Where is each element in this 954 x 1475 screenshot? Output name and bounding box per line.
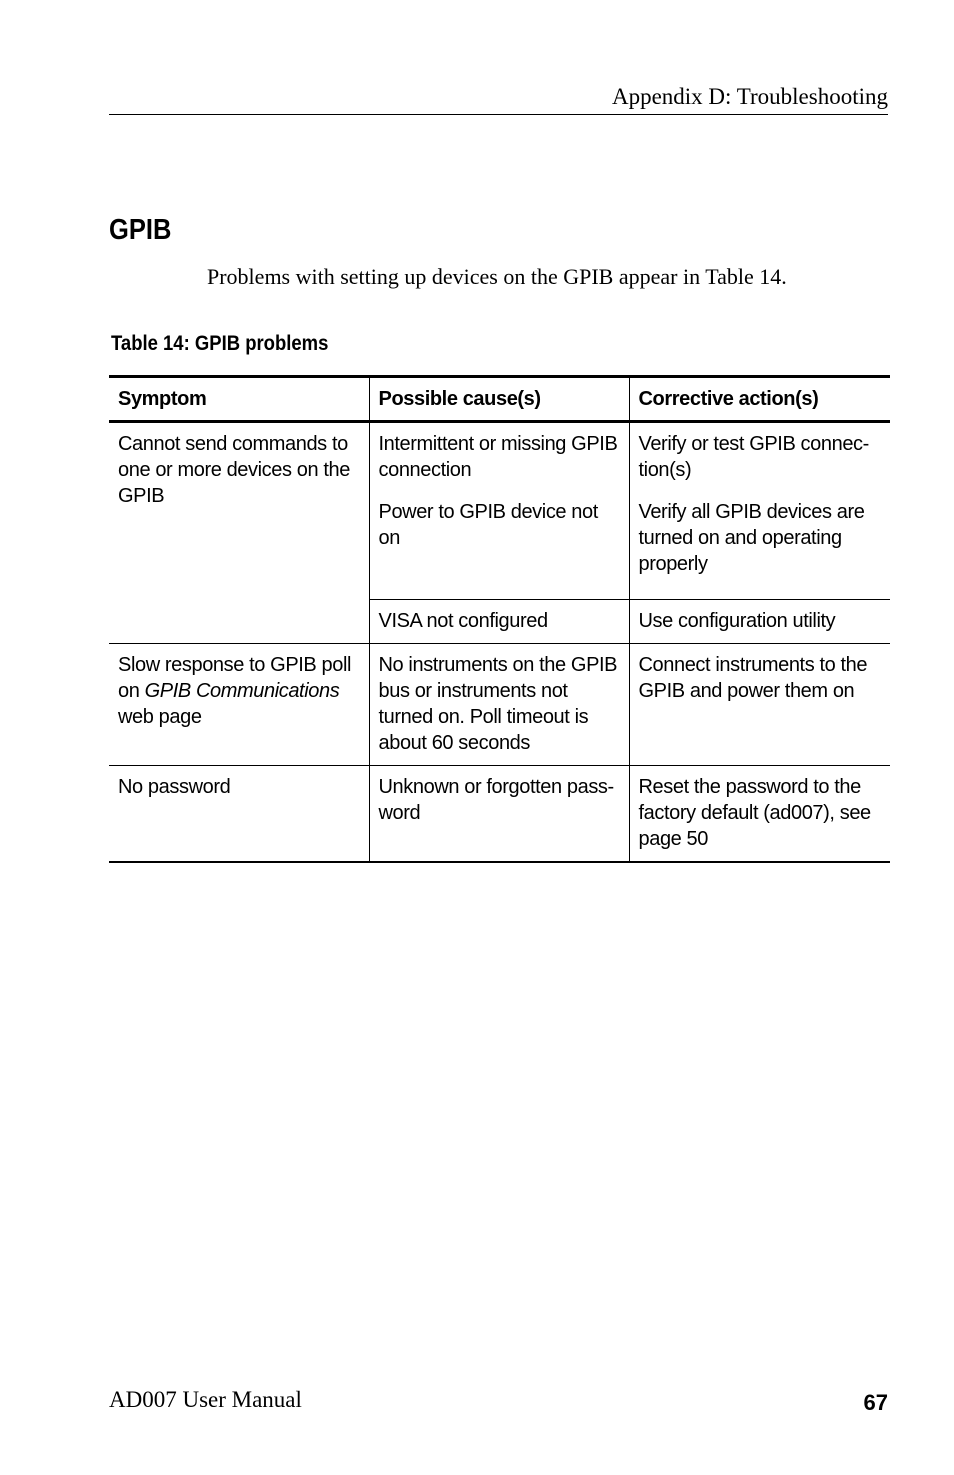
cause-cell: Unknown or forgotten pass-word — [369, 766, 629, 863]
table-row — [109, 766, 890, 863]
table-row — [109, 422, 890, 600]
symptom-cell: Cannot send commands to one or more devices on the GPIB — [109, 422, 369, 644]
column-header-action: Corrective action(s) — [629, 377, 890, 422]
action-cell: Reset the password to the factory default (ad007), see page 50 — [629, 766, 890, 863]
cause-text: Intermittent or missing GPIB connection — [378, 433, 618, 481]
section-title: GPIB — [109, 214, 172, 246]
footer-manual-title: AD007 User Manual — [109, 1387, 302, 1412]
action-text: Verify all GPIB devices are turned on and operating properly — [638, 501, 865, 575]
column-header-symptom: Symptom — [118, 388, 207, 410]
symptom-page-name: GPIB Communications — [144, 680, 340, 702]
action-cell — [629, 422, 890, 600]
table-header-row — [109, 377, 890, 422]
page-number: 67 — [863, 1390, 888, 1415]
symptom-text: web page — [118, 706, 202, 728]
action-cell: Use configuration utility — [629, 600, 890, 644]
table-caption: Table 14: GPIB problems — [111, 332, 329, 355]
table-row — [109, 644, 890, 766]
running-header: Appendix D: Troubleshooting — [109, 82, 888, 115]
symptom-text: Slow response to GPIB poll on — [118, 654, 352, 702]
gpib-problems-table — [109, 375, 890, 863]
cause-cell — [369, 422, 629, 600]
cause-text: Power to GPIB device not on — [378, 501, 598, 549]
cause-cell: VISA not configured — [369, 600, 629, 644]
action-text: Verify or test GPIB connec-tion(s) — [638, 433, 869, 481]
cause-cell: No instruments on the GPIB bus or instruments not turned on. Poll timeout is about 60 seconds — [369, 644, 629, 766]
symptom-cell — [109, 644, 369, 766]
symptom-cell: No password — [109, 766, 369, 863]
column-header-cause: Possible cause(s) — [369, 377, 629, 422]
action-cell: Connect instruments to the GPIB and power them on — [629, 644, 890, 766]
intro-paragraph: Problems with setting up devices on the GPIB appear in Table 14. — [207, 264, 787, 289]
